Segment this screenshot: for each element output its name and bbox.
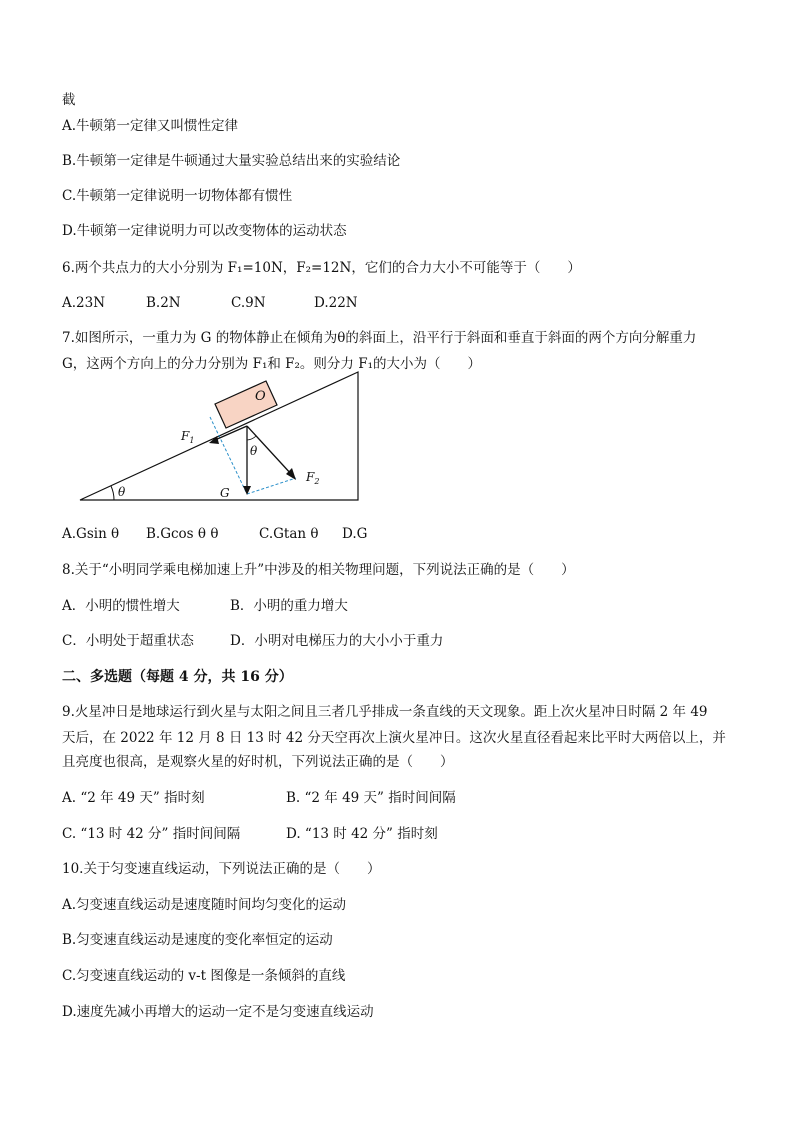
q9-option-a: A. “2 年 49 天” 指时刻 xyxy=(62,790,205,806)
q9-option-b: B. “2 年 49 天” 指时间间隔 xyxy=(286,790,456,806)
q8-option-b: B．小明的重力增大 xyxy=(230,598,348,614)
q10-option-d: D.速度先减小再增大的运动一定不是匀变速直线运动 xyxy=(62,1004,374,1020)
q6-option-c: C.9N xyxy=(231,295,266,311)
q7-option-c: C.Gtan θ xyxy=(259,526,319,542)
question-fragment: 截 xyxy=(62,92,76,108)
f1-arrow xyxy=(215,426,247,440)
q10-option-c: C.匀变速直线运动的 v-t 图像是一条倾斜的直线 xyxy=(62,968,346,984)
incline-angle-arc xyxy=(111,486,114,500)
q5-option-d: D.牛顿第一定律说明力可以改变物体的运动状态 xyxy=(62,223,347,239)
q7-option-b: B.Gcos θ θ xyxy=(146,526,219,542)
q10-stem: 10.关于匀变速直线运动，下列说法正确的是（ ） xyxy=(62,861,381,877)
block xyxy=(215,381,277,428)
section-heading: 二、多选题（每题 4 分，共 16 分） xyxy=(62,669,293,685)
q7-option-a: A.Gsin θ xyxy=(62,526,120,542)
gravity-arrowhead xyxy=(243,486,251,495)
block-label-o: O xyxy=(255,389,266,404)
q9-stem-line3: 且亮度也很高，是观察火星的好时机，下列说法正确的是（ ） xyxy=(62,754,454,770)
q7-stem-line1: 7.如图所示，一重力为 G 的物体静止在倾角为θ的斜面上，沿平行于斜面和垂直于斜面的两个方向分解重力 xyxy=(62,330,697,346)
q6-option-a: A.23N xyxy=(62,295,106,311)
block-theta-label: θ xyxy=(250,444,258,458)
q8-stem: 8.关于“小明同学乘电梯加速上升”中涉及的相关物理问题，下列说法正确的是（ ） xyxy=(62,562,575,578)
q7-stem-line2: G，这两个方向上的分力分别为 F₁和 F₂。则分力 F₁的大小为（ ） xyxy=(62,356,481,372)
block-angle-arc xyxy=(247,436,256,440)
gravity-label: G xyxy=(220,486,230,500)
q6-stem: 6.两个共点力的大小分别为 F₁=10N，F₂=12N，它们的合力大小不可能等于（ ） xyxy=(62,260,581,276)
incline-force-diagram xyxy=(70,368,370,506)
q8-option-a: A．小明的惯性增大 xyxy=(62,598,180,614)
q9-stem-line2: 天后，在 2022 年 12 月 8 日 13 时 42 分天空再次上演火星冲日。这次火星直径看起来比平时大两倍以上，并 xyxy=(62,730,726,746)
q7-option-d: D.G xyxy=(342,526,368,542)
f1-label: $F_1$ xyxy=(181,429,195,445)
q6-option-b: B.2N xyxy=(146,295,181,311)
dashed-line-g-to-f2 xyxy=(247,478,296,494)
q6-option-d: D.22N xyxy=(314,295,358,311)
incline-theta-label: θ xyxy=(118,485,126,499)
q8-option-d: D．小明对电梯压力的大小小于重力 xyxy=(230,633,444,649)
f2-label: $F_2$ xyxy=(306,470,320,486)
q5-option-c: C.牛顿第一定律说明一切物体都有惯性 xyxy=(62,188,293,204)
q9-option-d: D. “13 时 42 分” 指时刻 xyxy=(286,826,438,842)
q9-stem-line1: 9.火星冲日是地球运行到火星与太阳之间且三者几乎排成一条直线的天文现象。距上次火星冲日时隔 2 年 49 xyxy=(62,704,708,720)
q5-option-b: B.牛顿第一定律是牛顿通过大量实验总结出来的实验结论 xyxy=(62,153,401,169)
q8-option-c: C．小明处于超重状态 xyxy=(62,633,194,649)
q9-option-c: C. “13 时 42 分” 指时间间隔 xyxy=(62,826,241,842)
q10-option-a: A.匀变速直线运动是速度随时间均匀变化的运动 xyxy=(62,897,347,913)
q10-option-b: B.匀变速直线运动是速度的变化率恒定的运动 xyxy=(62,932,333,948)
q5-option-a: A.牛顿第一定律又叫惯性定律 xyxy=(62,118,239,134)
